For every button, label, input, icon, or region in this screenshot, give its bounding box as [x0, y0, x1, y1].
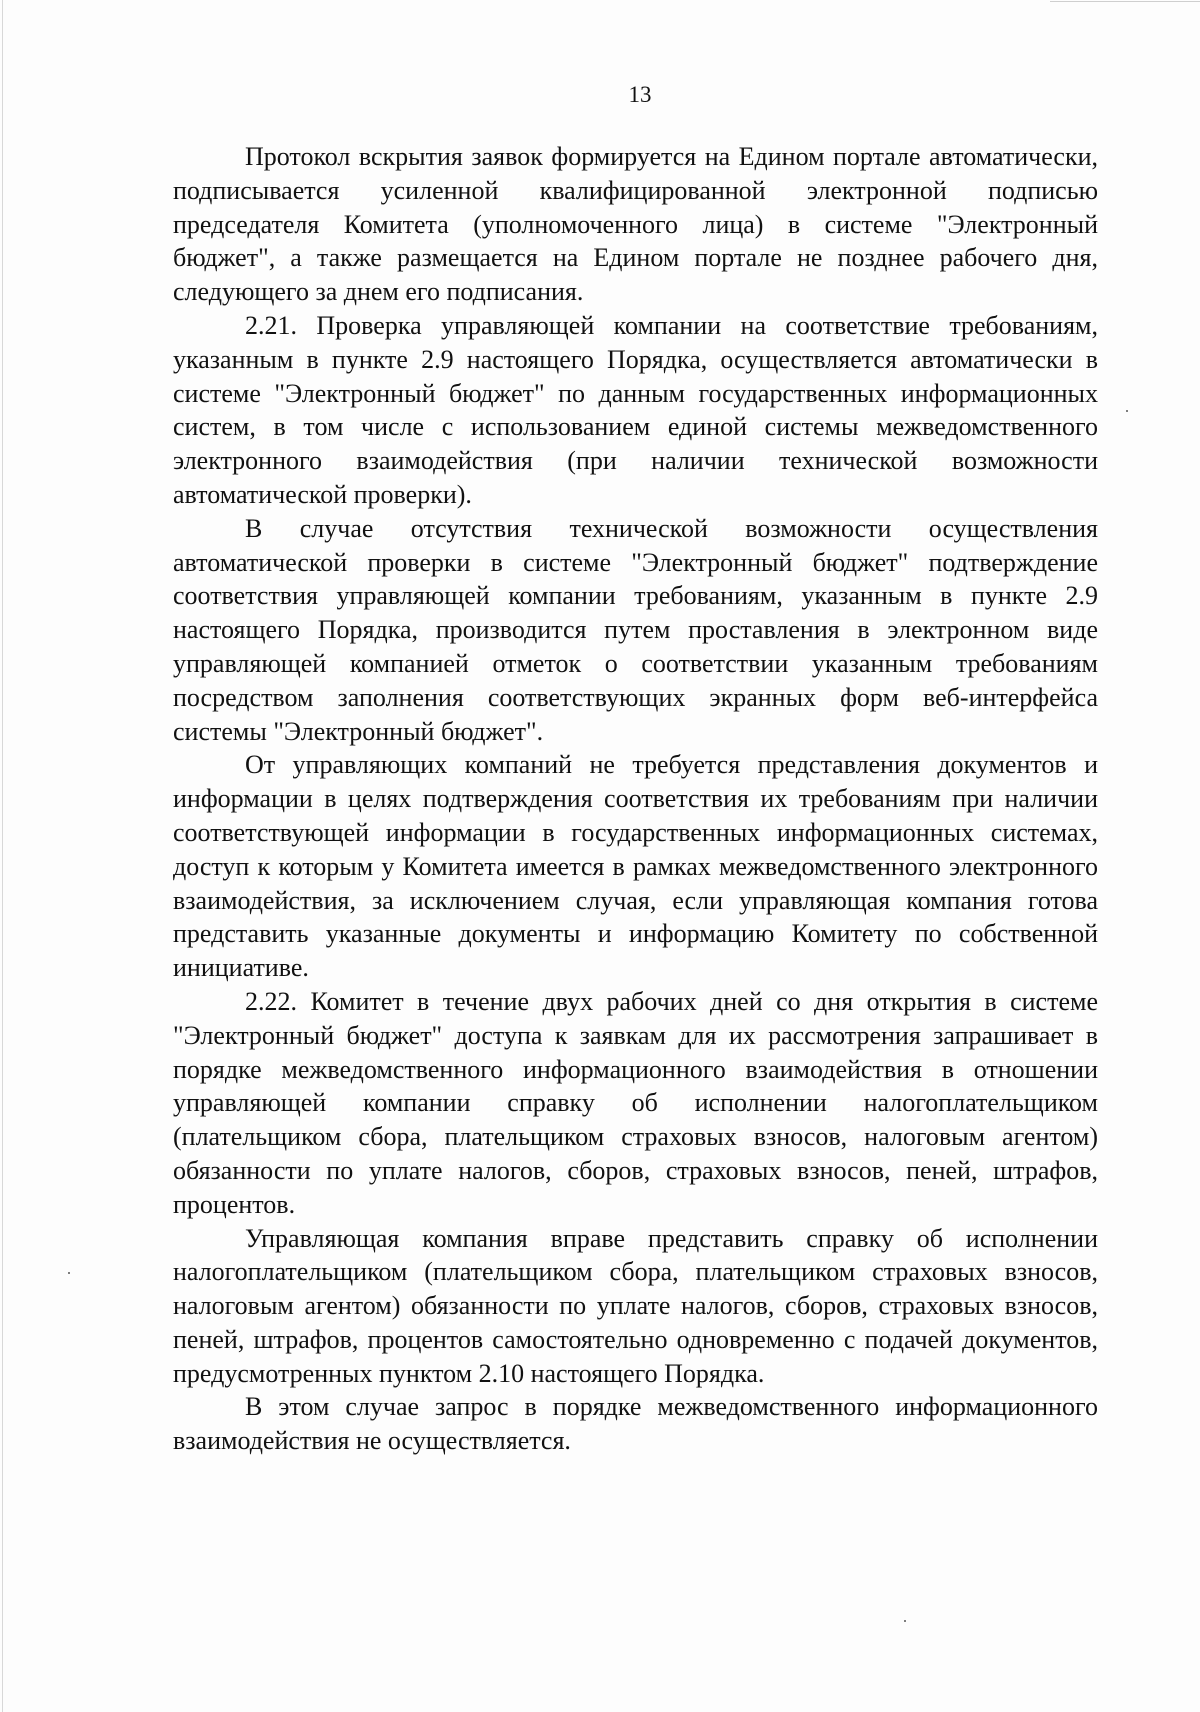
paragraph-documents-not-required: От управляющих компаний не требуется представления документов и информации в целях подтверждения соответствия их требованиям при наличии соответствующей информации в государственных информационных системах, доступ к которым у Комитета имеется в рамках межведомственного электронного взаимодействия, за исключением случая, если управляющая компания готова представить указанные документы и информацию Комитету по собственной инициативе.	[173, 750, 1098, 983]
scan-edge-top	[1050, 1, 1200, 2]
scan-speck	[1126, 410, 1128, 412]
scan-speck	[904, 1620, 906, 1622]
paragraph-company-right: Управляющая компания вправе представить справку об исполнении налогоплательщиком (плательщиком сбора, плательщиком страховых взносов, налоговым агентом) обязанности по уплате налогов, сборов, страховых взносов, пеней, штрафов, процентов самостоятельно одновременно с подачей документов, предусмотренных пунктом 2.10 настоящего Порядка.	[173, 1223, 1098, 1388]
scan-speck	[68, 1272, 70, 1274]
document-body	[173, 140, 1098, 1458]
paragraph-2-22: 2.22. Комитет в течение двух рабочих дней со дня открытия в системе "Электронный бюджет" доступа к заявкам для их рассмотрения запрашивает в порядке межведомственного информационного взаимодействия в отношении управляющей компании справку об исполнении налогоплательщиком (плательщиком сбора, плательщиком страховых взносов, налоговым агентом) обязанности по уплате налогов, сборов, страховых взносов, пеней, штрафов, процентов.	[173, 986, 1098, 1219]
paragraph-no-request: В этом случае запрос в порядке межведомственного информационного взаимодействия не осуществляется.	[173, 1392, 1098, 1456]
page-number: 13	[628, 82, 652, 107]
paragraph-no-technical-possibility: В случае отсутствия технической возможности осуществления автоматической проверки в системе "Электронный бюджет" подтверждение соответствия управляющей компании требованиям, указанным в пункте 2.9 настоящего Порядка, производится путем проставления в электронном виде управляющей компанией отметок о соответствии указанным требованиям посредством заполнения соответствующих экранных форм веб-интерфейса системы "Электронный бюджет".	[173, 513, 1098, 746]
paragraph-2-21: 2.21. Проверка управляющей компании на соответствие требованиям, указанным в пункте 2.9 настоящего Порядка, осуществляется автоматически в системе "Электронный бюджет" по данным государственных информационных систем, в том числе с использованием единой системы межведомственного электронного взаимодействия (при наличии технической возможности автоматической проверки).	[173, 310, 1098, 509]
paragraph-protocol: Протокол вскрытия заявок формируется на Едином портале автоматически, подписывается усиленной квалифицированной электронной подписью председателя Комитета (уполномоченного лица) в системе "Электронный бюджет", а также размещается на Едином портале не позднее рабочего дня, следующего за днем его подписания.	[173, 142, 1098, 307]
scan-edge-left	[2, 0, 3, 1712]
